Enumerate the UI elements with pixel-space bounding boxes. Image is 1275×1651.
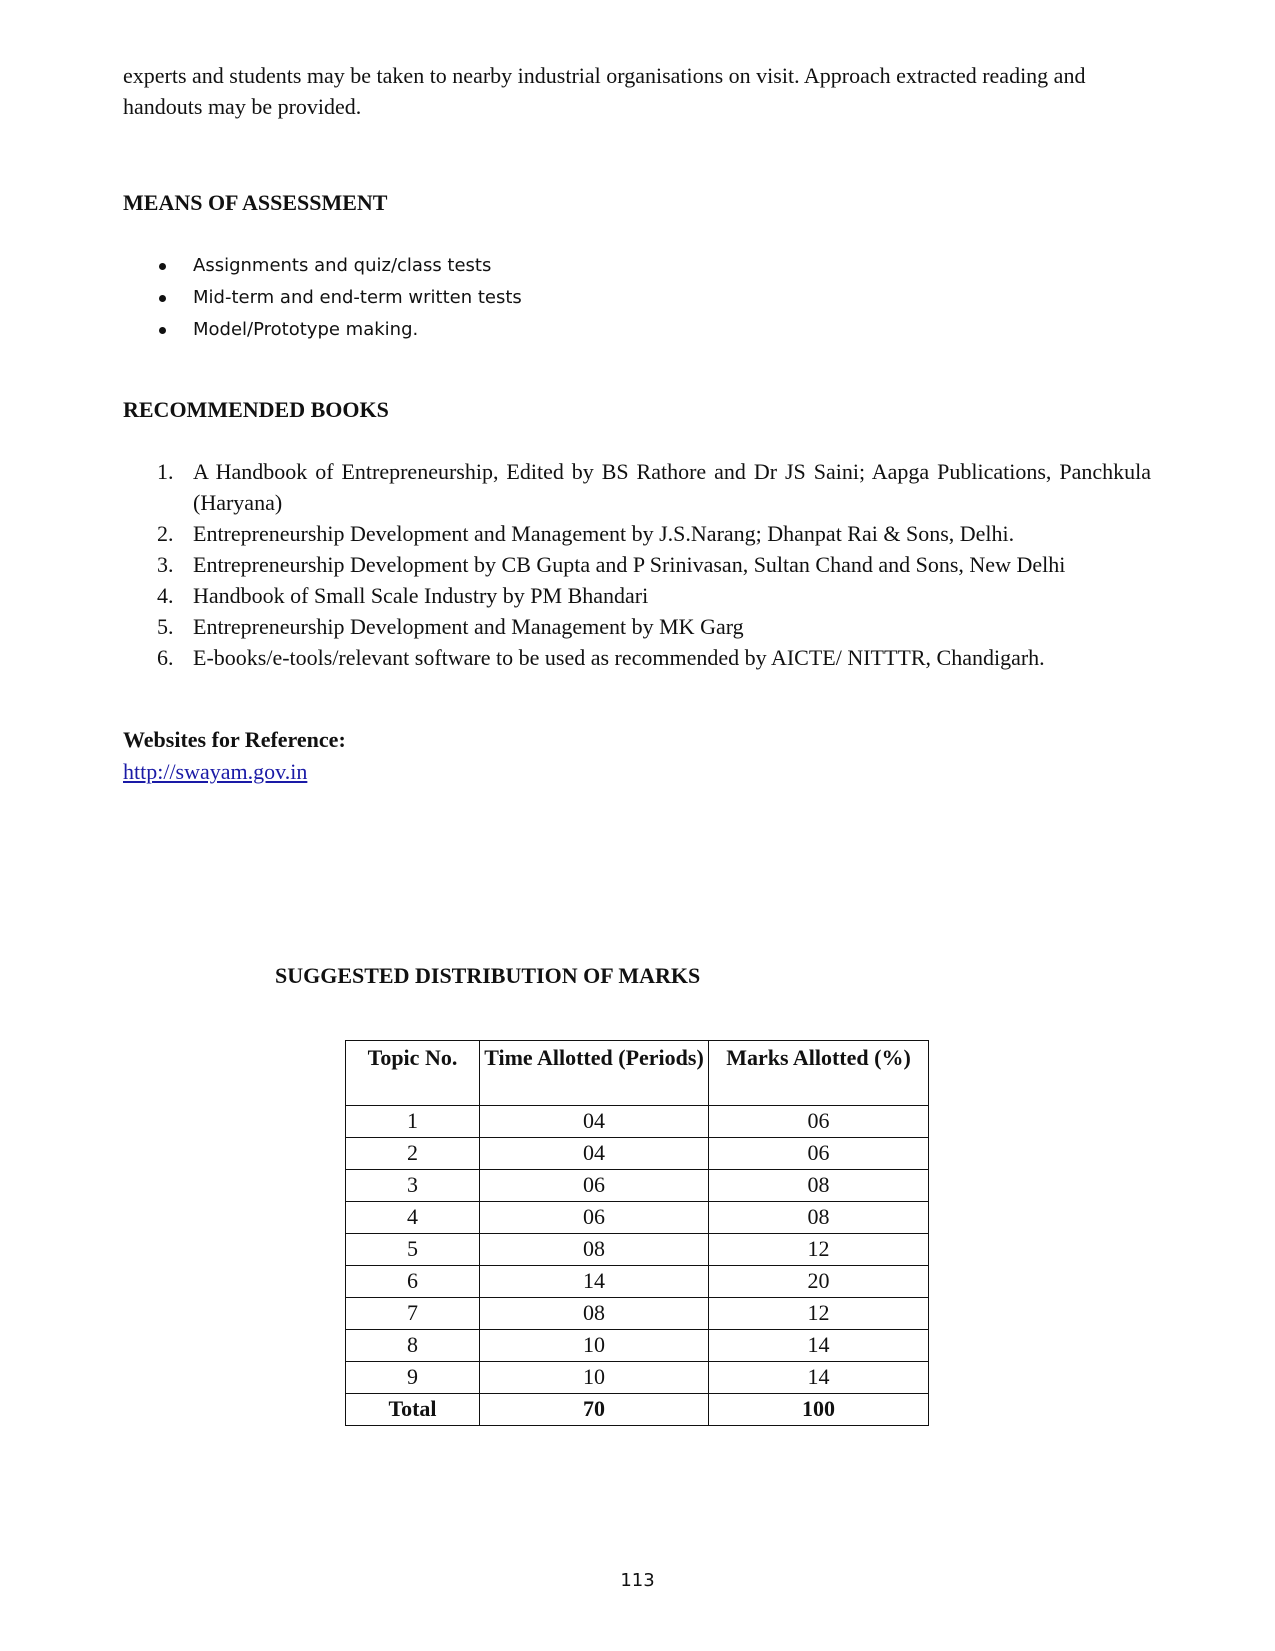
time-cell: 04 <box>480 1106 709 1138</box>
time-cell: 08 <box>480 1298 709 1330</box>
book-item <box>123 549 1151 580</box>
websites-heading: Websites for Reference: <box>123 727 346 752</box>
marks-cell: 06 <box>709 1106 929 1138</box>
topic-cell: 2 <box>346 1138 480 1170</box>
table-row <box>346 1202 929 1234</box>
book-item <box>123 580 1151 611</box>
marks-cell: 14 <box>709 1362 929 1394</box>
page-number: 113 <box>620 1570 655 1591</box>
marks-table <box>345 1040 929 1426</box>
topic-cell: 6 <box>346 1266 480 1298</box>
table-row <box>346 1106 929 1138</box>
table-row <box>346 1362 929 1394</box>
topic-cell: 3 <box>346 1170 480 1202</box>
table-row <box>346 1170 929 1202</box>
distribution-heading: SUGGESTED DISTRIBUTION OF MARKS <box>275 963 701 988</box>
time-cell: 04 <box>480 1138 709 1170</box>
total-label-cell: Total <box>346 1394 480 1426</box>
marks-cell: 08 <box>709 1170 929 1202</box>
book-number: 1. <box>157 459 174 484</box>
time-cell: 08 <box>480 1234 709 1266</box>
book-text: Handbook of Small Scale Industry by PM Bhandari <box>193 583 649 608</box>
book-item <box>123 642 1151 673</box>
table-row <box>346 1266 929 1298</box>
book-number: 4. <box>157 583 174 608</box>
table-total-row <box>346 1394 929 1426</box>
time-cell: 06 <box>480 1202 709 1234</box>
marks-cell: 12 <box>709 1234 929 1266</box>
book-number: 5. <box>157 614 174 639</box>
total-time-cell: 70 <box>480 1394 709 1426</box>
table-row <box>346 1330 929 1362</box>
time-cell: 10 <box>480 1330 709 1362</box>
marks-cell: 20 <box>709 1266 929 1298</box>
time-cell: 14 <box>480 1266 709 1298</box>
book-number: 2. <box>157 521 174 546</box>
marks-cell: 14 <box>709 1330 929 1362</box>
book-item <box>123 518 1151 549</box>
book-item <box>123 611 1151 642</box>
assessment-item: Mid-term and end-term written tests <box>123 282 522 314</box>
marks-cell: 08 <box>709 1202 929 1234</box>
assessment-item: Assignments and quiz/class tests <box>123 250 522 282</box>
time-cell: 10 <box>480 1362 709 1394</box>
books-heading: RECOMMENDED BOOKS <box>123 397 389 422</box>
table-row <box>346 1138 929 1170</box>
book-text: A Handbook of Entrepreneurship, Edited by BS Rathore and Dr JS Saini; Aapga Publications, Panchkula (Haryana) <box>193 459 1151 515</box>
topic-cell: 8 <box>346 1330 480 1362</box>
topic-cell: 9 <box>346 1362 480 1394</box>
bullet-icon <box>159 263 166 270</box>
bullet-icon <box>159 295 166 302</box>
book-text: Entrepreneurship Development and Management by MK Garg <box>193 614 744 639</box>
topic-cell: 4 <box>346 1202 480 1234</box>
topic-cell: 1 <box>346 1106 480 1138</box>
marks-cell: 12 <box>709 1298 929 1330</box>
time-cell: 06 <box>480 1170 709 1202</box>
bullet-icon <box>159 327 166 334</box>
topic-cell: 7 <box>346 1298 480 1330</box>
marks-cell: 06 <box>709 1138 929 1170</box>
books-list <box>123 456 1151 673</box>
book-text: Entrepreneurship Development by CB Gupta and P Srinivasan, Sultan Chand and Sons, New Delhi <box>193 552 1066 577</box>
column-header: Topic No. <box>346 1041 480 1106</box>
book-number: 6. <box>157 645 174 670</box>
book-text: Entrepreneurship Development and Management by J.S.Narang; Dhanpat Rai & Sons, Delhi. <box>193 521 1015 546</box>
total-marks-cell: 100 <box>709 1394 929 1426</box>
assessment-list <box>123 250 522 346</box>
table-header-row <box>346 1041 929 1106</box>
book-item <box>123 456 1151 518</box>
book-number: 3. <box>157 552 174 577</box>
column-header: Marks Allotted (%) <box>709 1041 929 1106</box>
table-row <box>346 1298 929 1330</box>
column-header: Time Allotted (Periods) <box>480 1041 709 1106</box>
intro-paragraph: experts and students may be taken to nearby industrial organisations on visit. Approach extracted reading and handouts may be provided. <box>123 63 1086 119</box>
book-text: E-books/e-tools/relevant software to be used as recommended by AICTE/ NITTTR, Chandigarh. <box>193 645 1045 670</box>
assessment-item: Model/Prototype making. <box>123 314 522 346</box>
table-row <box>346 1234 929 1266</box>
assessment-heading: MEANS OF ASSESSMENT <box>123 190 388 215</box>
topic-cell: 5 <box>346 1234 480 1266</box>
reference-link[interactable]: http://swayam.gov.in <box>123 759 308 784</box>
